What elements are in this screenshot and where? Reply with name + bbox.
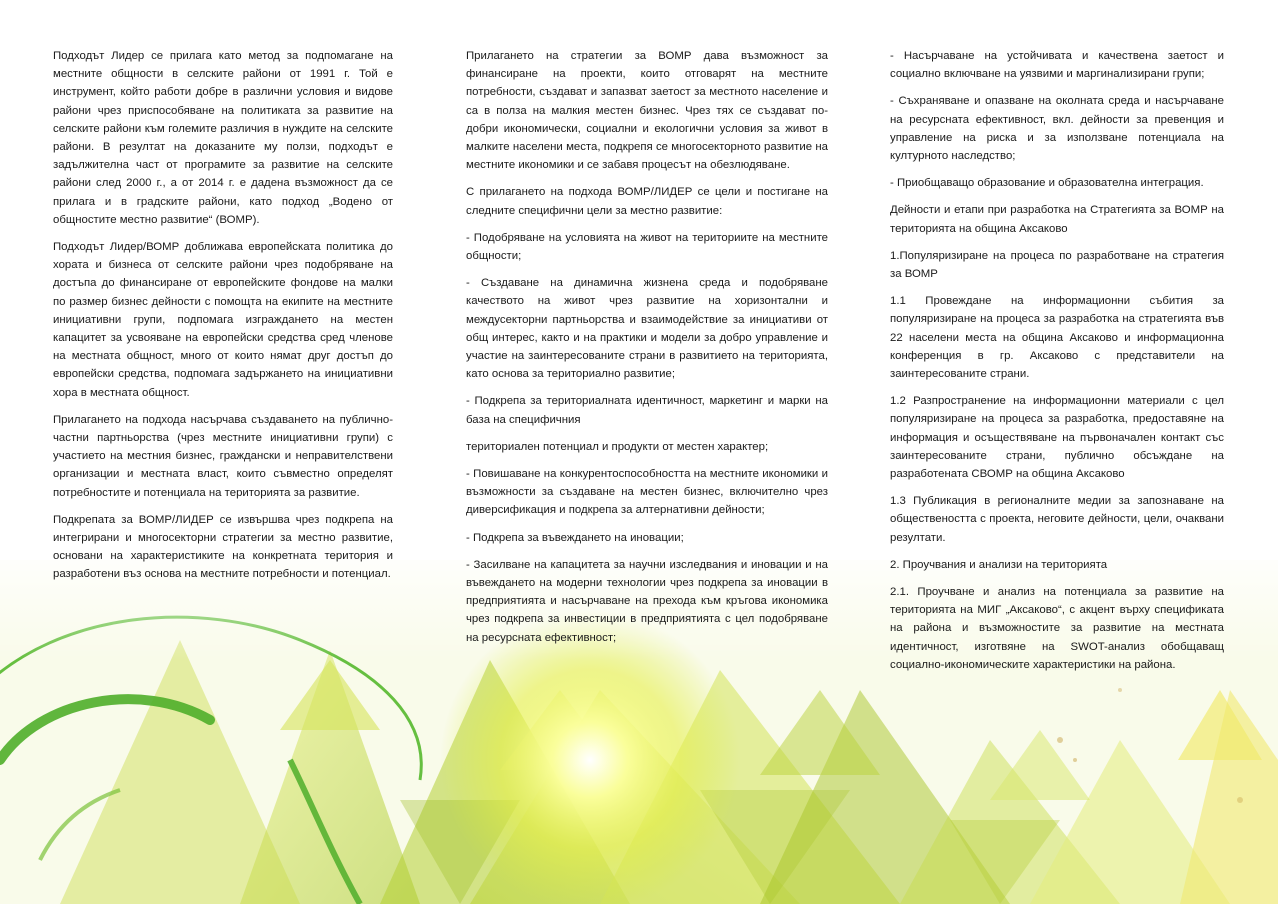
paragraph: Прилагането на стратегии за ВОМР дава възможност за финансиране на проекти, които отговарят на местните потребности, създават и запазват заетост за местното население и са в полза на малкия местен бизнес. Чрез тях се създават по-добри икономически, социални и екологични условия за живот в малките населени места, подкрепя се многосекторното развитие на местните икономики и се забавя процесът на обезлюдяване. <box>466 50 828 172</box>
paragraph: 1.1 Провеждане на информационни събития за популяризиране на процеса за разработка на стратегията във 22 населени места на община Аксаково и информационна конференция в гр. Аксаково с представители на заинтересованите страни. <box>890 295 1224 381</box>
paragraph: 1.Популяризиране на процеса по разработване на стратегия за ВОМР <box>890 249 1224 281</box>
paragraph: С прилагането на подхода ВОМР/ЛИДЕР се цели и постигане на следните специфични цели за местно развитие: <box>466 186 828 217</box>
paragraph: - Засилване на капацитета за научни изследвания и иновации и на въвеждането на модерни технологии чрез подкрепа за иновации в предприятията и насърчаване на прехода към кръгова икономика чрез подкрепа за инвестиции в предприятията с цел подобряване на ресурсната ефективност; <box>466 558 828 644</box>
paragraph: - Съхраняване и опазване на околната среда и насърчаване на ресурсната ефективност, вкл. дейности за превенция и управление на риска и за използване потенциала на културното наследство; <box>890 95 1224 163</box>
text-column-3 <box>890 47 1224 683</box>
paragraph: - Създаване на динамична жизнена среда и подобряване качеството на живот чрез развитие на хоризонтални и междусекторни партньорства и взаимодействие за инициативи от общ интерес, както и на практики и модели за добро управление и участие на заинтересованите страни в развитието на територията, като основа за териториално развитие; <box>466 277 828 381</box>
paragraph: териториален потенциал и продукти от местен характер; <box>466 440 769 453</box>
paragraph: Прилагането на подхода насърчава създаването на публично-частни партньорства (чрез местните инициативни групи) с участието на местния бизнес, граждански и неправителствени организации и местната власт, които съвместно определят потребностите и потенциала на територията за развитие. <box>53 413 393 499</box>
paragraph: 2.1. Проучване и анализ на потенциала за развитие на територията на МИГ „Аксаково“, с акцент върху спецификата на района и възможностите за развитие на местната идентичност, изготвяне на SWOT-анализ обобщаващ социално-икономическите характеристики на района. <box>890 586 1224 671</box>
paragraph: Подходът Лидер/ВОМР доближава европейската политика до хората и бизнеса от селските райони чрез подобряване на достъпа до финансиране от европейските фондове на малки по размер бизнес дейности с помощта на екипите на местните инициативни групи, подпомага изграждането на местен капацитет за усвояване на европейски средства сред членове на местната общност, много от които нямат друг достъп до европейски средства, подпомага задържането на инициативни хора в местната общност. <box>53 241 393 399</box>
paragraph: 2. Проучвания и анализи на територията <box>890 558 1108 571</box>
text-column-1 <box>53 47 393 593</box>
paragraph: 1.2 Разпространение на информационни материали с цел популяризиране на процеса за разработка, предоставяне на информация и осъществяване на първоначален контакт със заинтересованите страни, публично обсъждане на разработената СВОМР на община Аксаково <box>890 395 1224 481</box>
paragraph: 1.3 Публикация в регионалните медии за запознаване на обществеността с проекта, неговите дейности, цели, очаквани резултати. <box>890 495 1224 544</box>
section-heading: Дейности и етапи при разработка на Стратегията за ВОМР на територията на община Аксаково <box>890 204 1224 235</box>
paragraph: - Подкрепа за териториалната идентичност, маркетинг и марки на база на специфичния <box>466 395 828 426</box>
text-column-2 <box>466 47 828 656</box>
paragraph: - Подкрепа за въвеждането на иновации; <box>466 531 684 544</box>
paragraph: - Приобщаващо образование и образователна интеграция. <box>890 177 1204 190</box>
paragraph: - Подобряване на условията на живот на териториите на местните общности; <box>466 231 828 263</box>
paragraph: - Насърчаване на устойчивата и качествена заетост и социално включване на уязвими и маргинализирани групи; <box>890 50 1224 81</box>
paragraph: Подходът Лидер се прилага като метод за подпомагане на местните общности в селските райони от 1991 г. Той е инструмент, който работи добре в различни условия и видове райони чрез приспособяване на политиката за развитие на селските райони към големите различия в нуждите на селските райони. В резултат на доказаните му ползи, подходът е задължителна част от програмите за развитие на селските райони след 2000 г., а от 2014 г. е дадена възможност да се прилага и в градските райони, като подход „Водено от общностите местно развитие“ (ВОМР). <box>53 50 393 226</box>
paragraph: Подкрепата за ВОМР/ЛИДЕР се извършва чрез подкрепа на интегрирани и многосекторни стратегии за местно развитие, основани на характеристиките на конкретната територия и разработени въз основа на местните потребности и потенциал. <box>53 513 393 581</box>
paragraph: - Повишаване на конкурентоспособността на местните икономики и възможности за създаване на местен бизнес, включително чрез диверсификация и подкрепа за алтернативни дейности; <box>466 468 828 517</box>
